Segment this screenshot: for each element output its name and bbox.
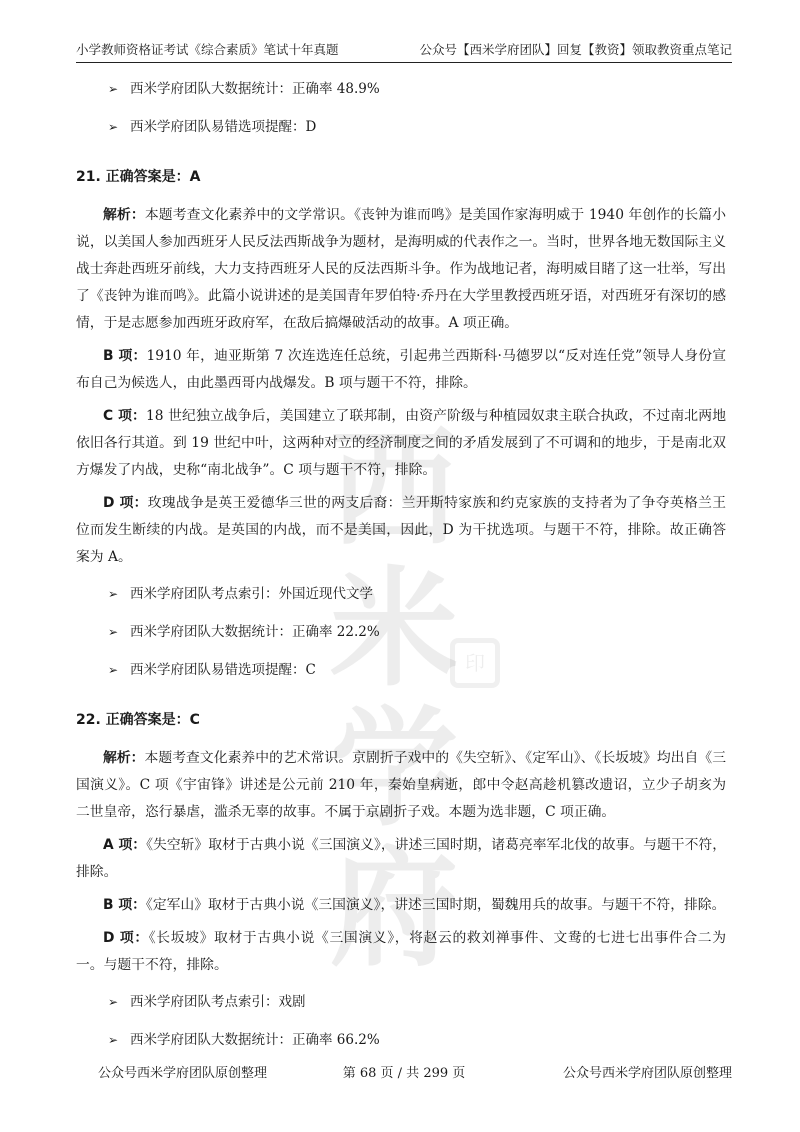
bullet-text: 西米学府团队考点索引：外国近现代文学 (130, 586, 373, 602)
analysis-text: 本题考查文化素养中的艺术常识。京剧折子戏中的《失空斩》、《定军山》、《长坂坡》均出自《三国演义》。C 项《宇宙锋》讲述是公元前 210 年，秦始皇病逝，郎中令赵高趁机篡改遗诏，立少子胡亥为二世皇帝，恣行暴虐，滥杀无辜的故事。不属于京剧折子戏。本题为选非题，C 项正确。 (76, 750, 726, 820)
arrow-bullet-icon: ➢ (107, 120, 119, 134)
question-21-heading: 21. 正确答案是：A (76, 169, 201, 185)
header-title: 小学教师资格证考试《综合素质》笔试十年真题 (76, 42, 339, 57)
option-text: 玫瑰战争是英王爱德华三世的两支后裔：兰开斯特家族和约克家族的支持者为了争夺英格兰王位而发生断续的内战。是英国的内战，而不是美国，因此，D 为干扰选项。与题干不符，排除。故正确答案为 A。 (76, 495, 726, 565)
bullet-line (76, 108, 726, 146)
q21-analysis (76, 202, 726, 337)
arrow-bullet-icon: ➢ (107, 663, 119, 677)
option-text: 《失空斩》取材于古典小说《三国演义》，讲述三国时期，诸葛亮率军北伐的故事。与题干不符，排除。 (76, 837, 726, 880)
arrow-bullet-icon: ➢ (107, 1033, 119, 1047)
analysis-label: 解析： (103, 207, 145, 223)
arrow-bullet-icon: ➢ (107, 625, 119, 639)
analysis-text: 本题考查文化素养中的文学常识。《丧钟为谁而鸣》是美国作家海明威于 1940 年创作的长篇小说，以美国人参加西班牙人民反法西斯战争为题材，是海明威的代表作之一。当时，世界各地无数国际主义战士奔赴西班牙前线，大力支持西班牙人民的反法西斯斗争。作为战地记者，海明威目睹了这一壮举，写出了《丧钟为谁而鸣》。此篇小说讲述的是美国青年罗伯特·乔丹在大学里教授西班牙语，对西班牙有深切的感情，于是志愿参加西班牙政府军，在敌后搞爆破活动的故事。A 项正确。 (76, 207, 727, 331)
bullet-text: 西米学府团队大数据统计：正确率 22.2% (130, 624, 380, 640)
bullet-line (76, 1021, 726, 1059)
bullet-text: 西米学府团队大数据统计：正确率 66.2% (130, 1032, 380, 1048)
q21-option-d (76, 490, 726, 571)
bullet-line (76, 575, 726, 613)
bullet-text: 西米学府团队考点索引：戏剧 (130, 994, 306, 1010)
option-label: C 项： (103, 408, 146, 424)
bullet-line (76, 983, 726, 1021)
page-content (76, 70, 726, 1059)
watermark-line-2: 学府 (330, 695, 459, 984)
watermark-line-1: 西米 (330, 415, 459, 704)
option-label: D 项： (103, 495, 148, 511)
page-footer (76, 1062, 732, 1086)
option-text: 《长坂坡》取材于古典小说《三国演义》，将赵云的救刘禅事件、文鸯的七进七出事件合二为一。与题干不符，排除。 (76, 930, 726, 973)
footer-right: 公众号西米学府团队原创整理 (562, 1066, 732, 1081)
q21-option-c (76, 403, 726, 484)
arrow-bullet-icon: ➢ (107, 82, 119, 96)
arrow-bullet-icon: ➢ (107, 995, 119, 1009)
bullet-text: 西米学府团队易错选项提醒：D (130, 119, 317, 135)
q21-option-b (76, 343, 726, 397)
option-text: 18 世纪独立战争后，美国建立了联邦制，由资产阶级与种植园奴隶主联合执政，不过南北两地依旧各行其道。到 19 世纪中叶，这两种对立的经济制度之间的矛盾发展到了不可调和的地步，于是南北双方爆发了内战，史称“南北战争”。C 项与题干不符，排除。 (76, 408, 726, 478)
header-promo: 公众号【西米学府团队】回复【教资】领取教资重点笔记 (419, 42, 732, 57)
bullet-line (76, 651, 726, 689)
page-header (76, 38, 732, 63)
page-number: 第 68 页 / 共 299 页 (342, 1066, 466, 1081)
question-22-heading: 22. 正确答案是：C (76, 712, 200, 728)
option-text: 1910 年，迪亚斯第 7 次连选连任总统，引起弗兰西斯科·马德罗以“反对连任党”领导人身份宣布自己为候选人，由此墨西哥内战爆发。B 项与题干不符，排除。 (76, 348, 726, 391)
bullet-line (76, 70, 726, 108)
bullet-text: 西米学府团队易错选项提醒：C (130, 662, 316, 678)
watermark-seal: 印 (450, 638, 500, 688)
footer-left: 公众号西米学府团队原创整理 (98, 1066, 268, 1081)
q22-option-d (76, 925, 726, 979)
option-label: D 项： (103, 930, 149, 946)
option-label: B 项： (103, 348, 147, 364)
option-label: A 项： (103, 837, 147, 853)
option-text: 《定军山》取材于古典小说《三国演义》，讲述三国时期，蜀魏用兵的故事。与题干不符，排除。 (145, 897, 726, 913)
arrow-bullet-icon: ➢ (107, 587, 119, 601)
analysis-label: 解析： (103, 750, 145, 766)
bullet-line (76, 613, 726, 651)
bullet-text: 西米学府团队大数据统计：正确率 48.9% (130, 81, 380, 97)
q22-analysis (76, 745, 726, 826)
q22-option-b (76, 892, 726, 919)
option-label: B 项： (103, 897, 146, 913)
q22-option-a (76, 832, 726, 886)
